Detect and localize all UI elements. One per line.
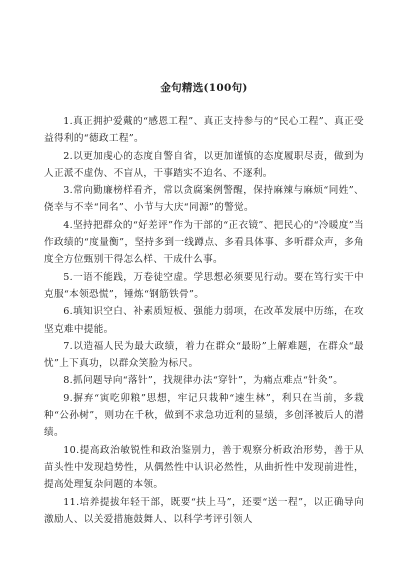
quote-item-6: 6.填知识空白、补素质短板、强能力弱项，在改革发展中历练，在攻坚克难中提能。 [44,306,364,335]
document-title: 金句精选(100句) [160,82,248,94]
quote-item-1: 1.真正拥护爱戴的“感恩工程”、真正支持参与的“民心工程”、真正受益得利的“德政工程”。 [44,116,364,145]
quote-item-7: 7.以造福人民为最大政绩，着力在群众“最盼”上解难题，在群众“最忧”上下真功，以群众笑脸为标尺。 [44,340,364,370]
quote-item-11: 11.培养提拔年轻干部，既要“扶上马”，还要“送一程”，以正确导向激励人、以关爱措施鼓舞人、以科学考评引领人 [44,496,364,525]
quote-item-5: 5.一语不能践，万卷徒空虚。学思想必须要见行动。要在笃行实干中克服“本领恐慌”，锤炼“钢筋铁骨”。 [44,271,364,300]
quote-item-10: 10.提高政治敏锐性和政治鉴别力，善于观察分析政治形势，善于从苗头性中发现趋势性，从偶然性中认识必然性，从曲折性中发现前进性，提高处理复杂问题的本领。 [44,444,364,491]
quote-item-3: 3.常向勤廉榜样看齐，常以贪腐案例警醒，保持麻辣与麻烦“同姓”、侥幸与不幸“同名”、小节与大庆“同源”的警觉。 [44,185,364,214]
quote-item-8: 8.抓问题导向“落针”，找规律办法“穿针”，为痛点难点“针灸”。 [63,375,344,387]
quote-item-4: 4.坚持把群众的“好差评”作为干部的“正衣镜”、把民心的“冷暖度”当作政绩的“度量衡”，坚持多到一线蹲点、多看具体事、多听群众声，多角度全方位甄别干得怎么样、干成什么事。 [44,219,364,266]
quote-item-9: 9.摒弃“寅吃卯粮”思想，牢记只栽种“速生林”，利只在当前，多栽种“公孙树”，则功在千秋，做到不求急功近利的显绩，多创泽被后人的潜绩。 [44,392,364,439]
quote-list [44,113,364,528]
quote-item-2: 2.以更加虔心的态度自警自省，以更加谨慎的态度履职尽责，做到为人正派不虚伪、不盲从，干事踏实不迫名、不逐利。 [44,150,364,179]
